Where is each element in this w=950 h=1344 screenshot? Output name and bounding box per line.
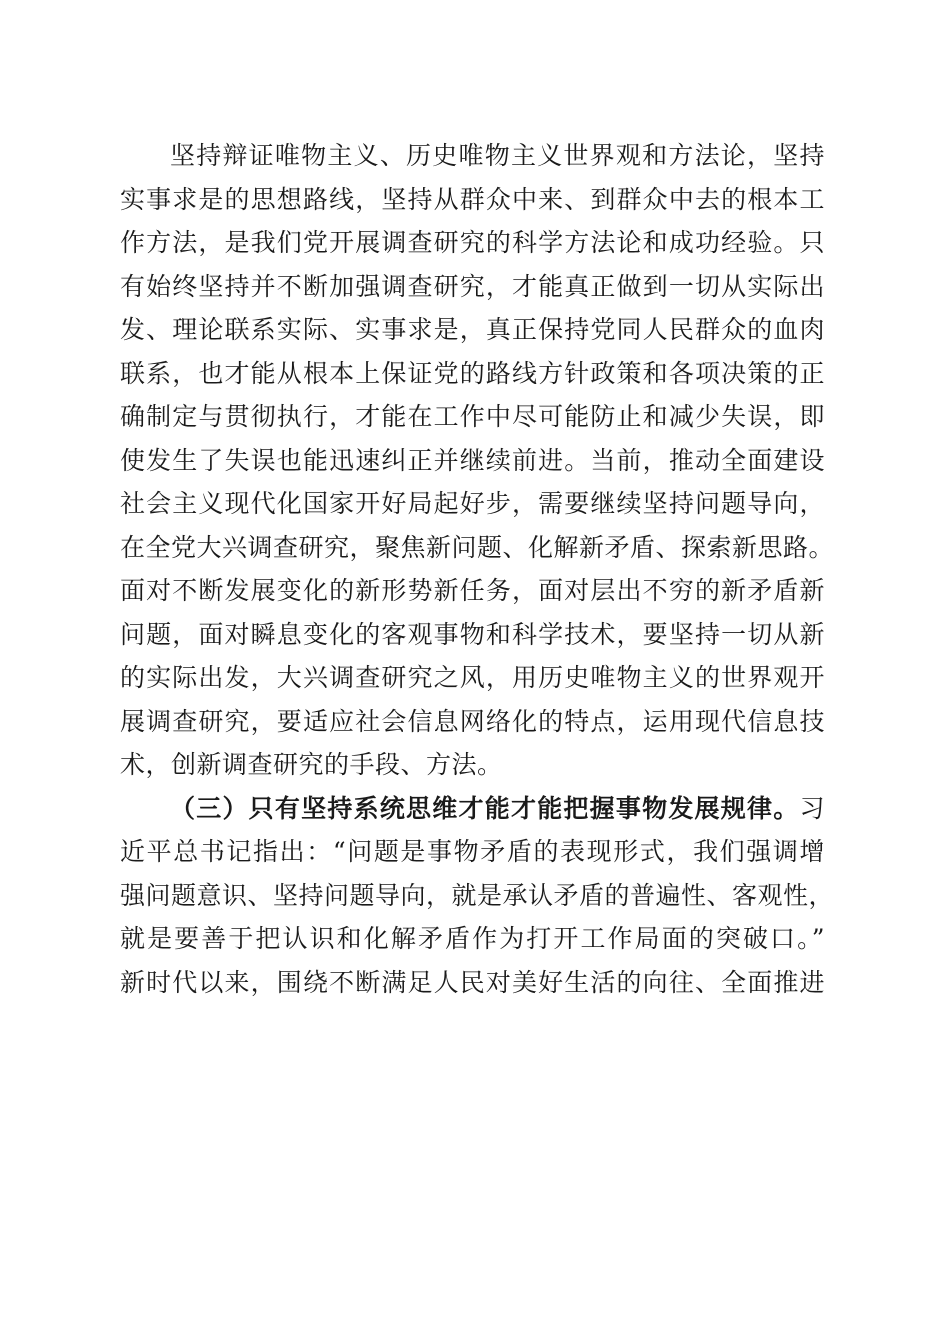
text-line: 在全党大兴调查研究，聚焦新问题、化解新矛盾、探索新思路。	[120, 532, 835, 562]
text-line: 社会主义现代化国家开好局起好步，需要继续坚持问题导向，	[120, 489, 825, 518]
text-line: 坚持辩证唯物主义、历史唯物主义世界观和方法论，坚持	[170, 141, 825, 170]
text-line: 联系，也才能从根本上保证党的路线方针政策和各项决策的正	[120, 358, 825, 388]
text-line: 强问题意识、坚持问题导向，就是承认矛盾的普遍性、客观性，	[120, 880, 835, 910]
text-line: 展调查研究，要适应社会信息网络化的特点，运用现代信息技	[120, 706, 825, 736]
text-line: 就是要善于把认识和化解矛盾作为打开工作局面的突破口。”	[120, 924, 825, 953]
text-line: 发、理论联系实际、实事求是，真正保持党同人民群众的血肉	[120, 315, 825, 344]
text-line: 作方法，是我们党开展调查研究的科学方法论和成功经验。只	[120, 228, 825, 257]
document-body	[120, 134, 835, 1004]
text-line: 面对不断发展变化的新形势新任务，面对层出不穷的新矛盾新	[120, 576, 825, 605]
text-line: 术，创新调查研究的手段、方法。	[120, 750, 503, 779]
paragraph-2	[120, 787, 835, 1005]
text-line: 问题，面对瞬息变化的客观事物和科学技术，要坚持一切从新	[120, 619, 825, 649]
text-line: 新时代以来，围绕不断满足人民对美好生活的向往、全面推进	[120, 967, 825, 997]
text-line: 实事求是的思想路线，坚持从群众中来、到群众中去的根本工	[120, 184, 825, 214]
section-heading-line	[120, 787, 825, 831]
text-line: 使发生了失误也能迅速纠正并继续前进。当前，推动全面建设	[120, 445, 825, 475]
text-line: 近平总书记指出：“问题是事物矛盾的表现形式，我们强调增	[120, 837, 825, 866]
text-line: 有始终坚持并不断加强调查研究，才能真正做到一切从实际出	[120, 271, 825, 301]
heading-tail-text: 习	[799, 793, 825, 823]
section-heading: （三）只有坚持系统思维才能才能把握事物发展规律。	[170, 793, 800, 823]
text-line: 确制定与贯彻执行，才能在工作中尽可能防止和减少失误，即	[120, 402, 825, 431]
paragraph-1	[120, 134, 835, 787]
text-line: 的实际出发，大兴调查研究之风，用历史唯物主义的世界观开	[120, 663, 825, 692]
